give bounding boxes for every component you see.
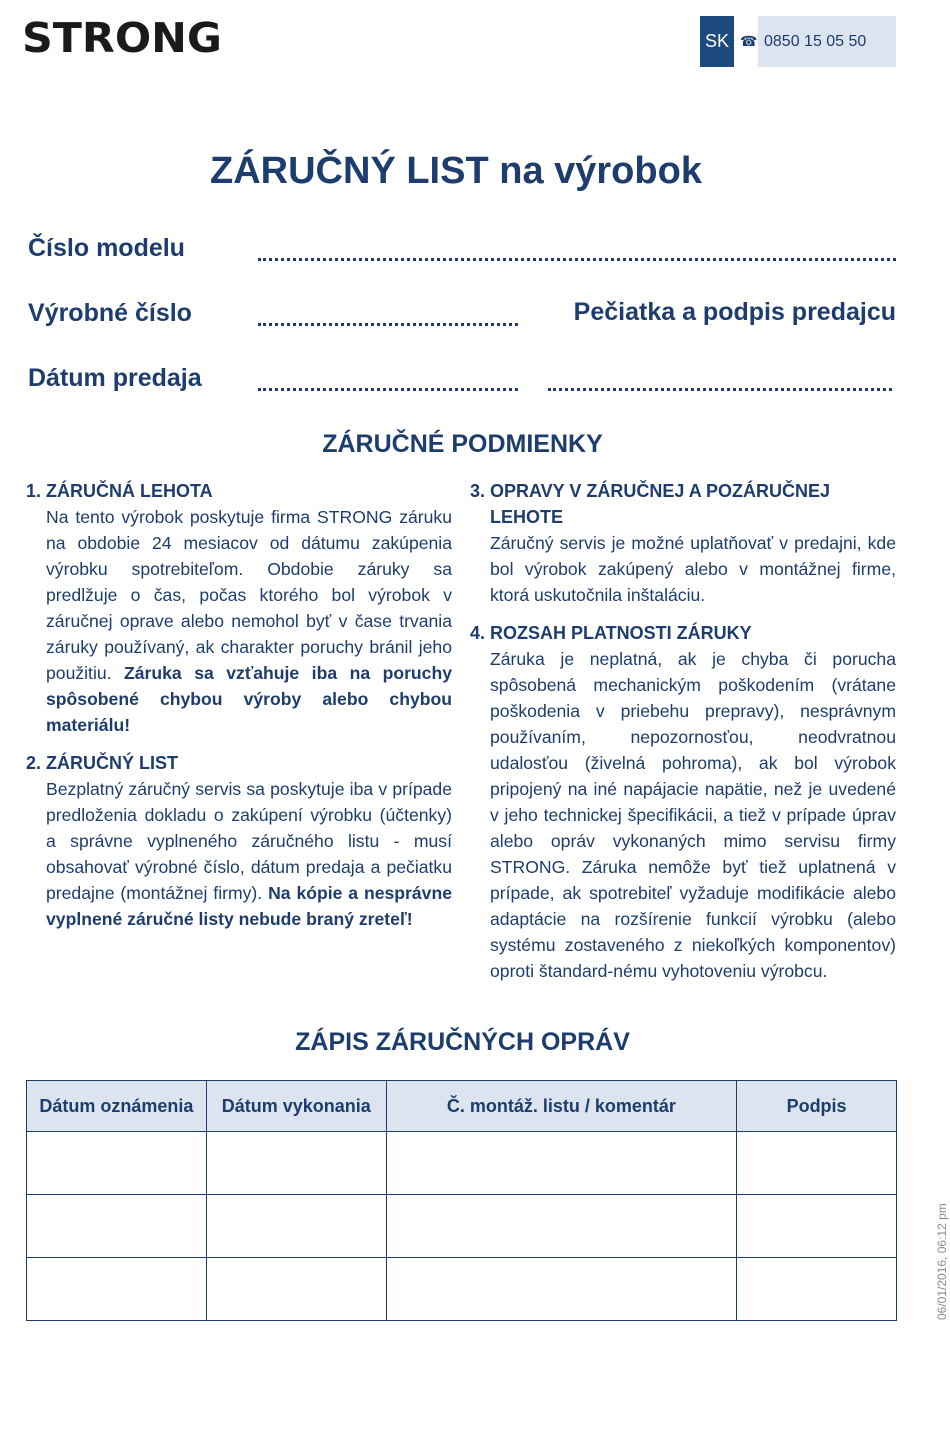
strong-logo	[22, 14, 225, 58]
column-header-report-date: Dátum oznámenia	[27, 1081, 207, 1132]
serial-number-label: Výrobné číslo	[28, 299, 192, 327]
hotline-number: 0850 15 05 50	[758, 16, 896, 67]
condition-heading: 1. ZÁRUČNÁ LEHOTA	[26, 481, 213, 501]
table-cell[interactable]	[737, 1132, 897, 1195]
repairs-table	[26, 1080, 897, 1321]
condition-section-2	[26, 750, 452, 932]
condition-section-4	[470, 620, 896, 984]
conditions-title: ZÁRUČNÉ PODMIENKY	[322, 430, 603, 458]
dealer-stamp-label: Pečiatka a podpis predajcu	[573, 298, 896, 326]
condition-text: Bezplatný záručný servis sa poskytuje iba v prípade predloženia dokladu o zakúpení výrobku (účtenky) a správne vyplneného záručného listu - musí obsahovať výrobné číslo, dátum predaja a pečiatku predajne (montážnej firmy). Na kópie a nesprávne vyplnené záručné listy nebude braný zreteľ!	[46, 779, 452, 929]
serial-number-line[interactable]	[258, 323, 518, 326]
table-cell[interactable]	[386, 1132, 737, 1195]
table-cell[interactable]	[206, 1258, 386, 1321]
repairs-title: ZÁPIS ZÁRUČNÝCH OPRÁV	[295, 1028, 630, 1056]
condition-section-1	[26, 478, 452, 738]
condition-text: Na tento výrobok poskytuje firma STRONG záruku na obdobie 24 mesiacov od dátumu zakúpenia výrobku spotrebiteľom. Obdobie záruky sa predlžuje o čas, počas ktorého bol výrobok v záručnej oprave alebo nemohol byť v čase trvania záruky používaný, ak charakter poruchy bránil jeho použitiu. Záruka sa vzťahuje iba na poruchy spôsobené chybou výroby alebo chybou materiálu!	[46, 507, 452, 735]
table-cell[interactable]	[27, 1195, 207, 1258]
table-row	[27, 1258, 897, 1321]
sale-date-label: Dátum predaja	[28, 364, 202, 392]
table-cell[interactable]	[27, 1132, 207, 1195]
column-header-signature: Podpis	[737, 1081, 897, 1132]
brand-wordmark: STRONG	[22, 14, 222, 58]
condition-text: Záručný servis je možné uplatňovať v predajni, kde bol výrobok zakúpený alebo v montážnej firme, ktorá uskutočnila inštaláciu.	[490, 533, 896, 605]
model-number-line[interactable]	[258, 258, 896, 261]
condition-heading: 2. ZÁRUČNÝ LIST	[26, 753, 178, 773]
table-row	[27, 1195, 897, 1258]
sale-date-line[interactable]	[258, 388, 518, 391]
table-cell[interactable]	[737, 1195, 897, 1258]
table-cell[interactable]	[27, 1258, 207, 1321]
table-cell[interactable]	[386, 1258, 737, 1321]
condition-heading: 3. OPRAVY V ZÁRUČNEJ A POZÁRUČNEJ LEHOTE	[470, 481, 831, 527]
table-row	[27, 1132, 897, 1195]
column-header-repair-date: Dátum vykonania	[206, 1081, 386, 1132]
conditions-left-column	[26, 478, 452, 944]
conditions-right-column	[470, 478, 896, 996]
telephone-icon: ☎	[740, 33, 758, 49]
table-cell[interactable]	[206, 1132, 386, 1195]
language-badge: SK	[700, 16, 734, 67]
dealer-stamp-line[interactable]	[548, 388, 892, 391]
model-number-label: Číslo modelu	[28, 234, 185, 262]
print-timestamp: 06/01/2016, 06:12 pm	[935, 1203, 949, 1320]
column-header-comment: Č. montáž. listu / komentár	[386, 1081, 737, 1132]
condition-heading: 4. ROZSAH PLATNOSTI ZÁRUKY	[470, 623, 752, 643]
condition-section-3	[470, 478, 896, 608]
table-cell[interactable]	[737, 1258, 897, 1321]
table-cell[interactable]	[206, 1195, 386, 1258]
table-header-row	[27, 1081, 897, 1132]
page-title: ZÁRUČNÝ LIST na výrobok	[210, 150, 702, 192]
table-cell[interactable]	[386, 1195, 737, 1258]
condition-text: Záruka je neplatná, ak je chyba či porucha spôsobená mechanickým poškodením (vrátane poškodenia v priebehu prepravy), nesprávnym používaním, nepozornosťou, neodvratnou udalosťou (živelná pohroma), ak bol výrobok pripojený na iné napájacie napätie, než je uvedené v jeho technickej špecifikácii, a tiež v prípade úprav alebo opráv vykonaných mimo servisu firmy STRONG. Záruka nemôže byť tiež uplatnená v prípade, ak spotrebiteľ vyžaduje modifikácie alebo adaptácie na rozšírenie funkcií výrobku (alebo systému zostaveného z niekoľkých komponentov) oproti štandard-nému vyhotoveniu výrobcu.	[490, 649, 896, 981]
